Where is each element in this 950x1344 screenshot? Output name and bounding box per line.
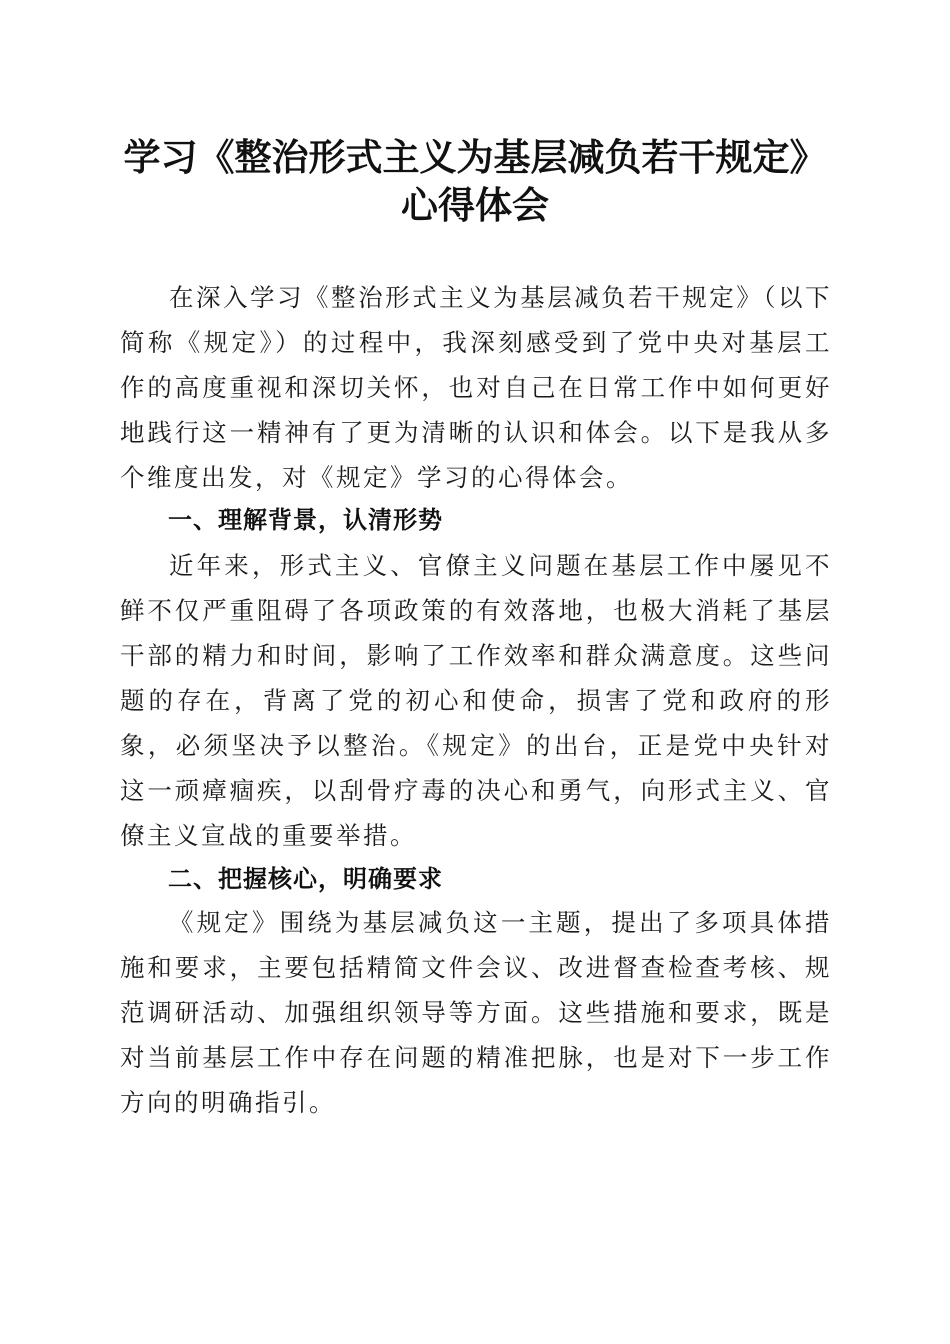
intro-paragraph: 在深入学习《整治形式主义为基层减负若干规定》（以下简称《规定》）的过程中，我深刻感受到了党中央对基层工作的高度重视和深切关怀，也对自己在日常工作中如何更好地践行这一精神有了更为清晰的认识和体会。以下是我从多个维度出发，对《规定》学习的心得体会。 [120,283,832,492]
section-heading-1: 一、理解背景，认清形势 [168,506,443,534]
section-body-2: 《规定》围绕为基层减负这一主题，提出了多项具体措施和要求，主要包括精简文件会议、改进督查检查考核、规范调研活动、加强组织领导等方面。这些措施和要求，既是对当前基层工作中存在问题的精准把脉，也是对下一步工作方向的明确指引。 [120,908,832,1117]
document-title: 学习《整治形式主义为基层减负若干规定》心得体会 [123,135,827,227]
section-heading-2: 二、把握核心，明确要求 [168,865,443,893]
section-body-1: 近年来，形式主义、官僚主义问题在基层工作中屡见不鲜不仅严重阻碍了各项政策的有效落地，也极大消耗了基层干部的精力和时间，影响了工作效率和群众满意度。这些问题的存在，背离了党的初心和使命，损害了党和政府的形象，必须坚决予以整治。《规定》的出台，正是党中央针对这一顽瘴痼疾，以刮骨疗毒的决心和勇气，向形式主义、官僚主义宣战的重要举措。 [120,551,832,850]
